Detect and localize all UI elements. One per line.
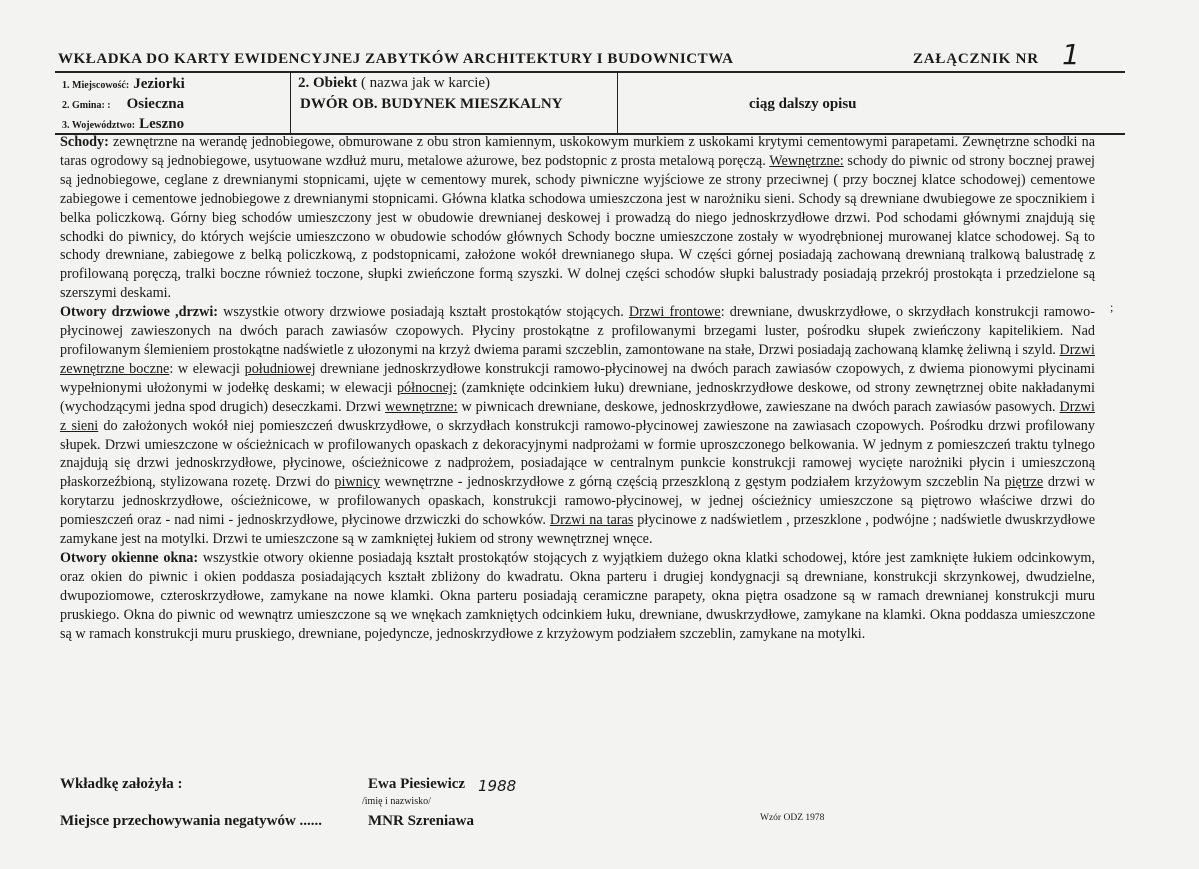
attachment-label: ZAŁĄCZNIK NR bbox=[913, 51, 1039, 67]
attachment-number: 1 bbox=[1062, 38, 1080, 71]
doors-text: wszystkie otwory drzwiowe posiadają kształt prostokątów stojących. bbox=[217, 304, 629, 321]
locality-value: Jeziorki bbox=[133, 76, 185, 92]
author-label: Wkładkę założyła : bbox=[60, 776, 183, 792]
stairs-text: schody do piwnic od strony bocznej prawej są jednobiegowe, ceglane z drewnianymi stopnicami, ujęte w cementowy murek, schody piwniczne wyjściowe ze strony przeciwnej ( przy bocznej klatce schodowej) cementowe zabiegowe i cementowe jednobiegowe z drewnianymi stopnicami. Główna klatka schodowa umieszczona jest w narożniku sieni. Schody są drewniane dwubiegowe ze spocznikiem i belka policzkową. Górny bieg schodów umieszczony jest w obudowie drewnianej deskowej i prowadzą do niego jednoskrzydłowe drzwi. Pod schodami głównymi znajdują się schodki do piwnicy, do których wejście umieszczono w obudowie schodów głównych Schody boczne umieszczone zostały w wyodrębnionej murowanej klatce schodowej. Są to schody drewniane, zabiegowe z belką policzkową, z podstopnicami, założone wokół drewnianego słupa. W części górnej posiadają zachowaną drewnianą tralkową balustradę z profilowaną poręczą, tralki boczne również toczone, słupki zwieńczone formą szyszki. W dolnej części schodów słupki balustrady posiadają przekrój prostokąta i przedzielone są szerszymi deskami. bbox=[60, 152, 1095, 302]
windows-heading: Otwory okienne okna: bbox=[60, 549, 199, 566]
negatives-label: Miejsce przechowywania negatywów ...... bbox=[60, 813, 323, 829]
doors-text: drzwi w korytarzu jednoskrzydłowe, ościeżnicowe, w profilowanych opaskach, konstrukcji ramowo-płycinowej, w jednej ościeżnicy umieszczone są piętrowo właściwe drzwi do pomieszczeń oraz - nad nimi - jednoskrzydłowe, płycinowe drzwiczki do schowków. bbox=[60, 474, 1095, 529]
windows-text: wszystkie otwory okienne posiadają kształt prostokątów stojących z wyjątkiem dużego okna klatki schodowej, które jest zamknięte łukiem odcinkowym, oraz okien do piwnic i okien poddasza posiadających kształt zbliżony do kwadratu. Okna parteru i drugiej kondygnacji są drewniane, konstrukcji skrzynkowej, dwudzielne, dwupoziomowe, czteroskrzydłowe, zamykane na nowe klamki. Okna parteru posiadają ceramiczne parapety, okna piętra osadzone są w ramach drewnianej konstrukcji muru pruskiego. Okna do piwnic od wewnątrz umieszczone są we wnękach zamkniętych odcinkiem łuku, drewniane, dwuskrzydłowe, zamykane na klamki. Okna poddasza umieszczone są w ramach konstrukcji muru pruskiego, drewniane, pojedyncze, jednoskrzydłowe z krzyżowym podziałem szczeblin, zamykane na motylki. bbox=[60, 549, 1096, 642]
doors-underlined: Drzwi zewnętrzne boczne bbox=[60, 341, 1095, 377]
object-label: 2. Obiekt bbox=[298, 75, 358, 91]
description-body bbox=[60, 133, 1095, 643]
header-rule-top bbox=[55, 71, 1125, 73]
doors-heading: Otwory drzwiowe ,drzwi: bbox=[60, 304, 218, 321]
voivodeship-label: 3. Województwo: bbox=[62, 120, 136, 131]
doors-text: : w elewacji bbox=[169, 360, 245, 377]
doors-paragraph bbox=[60, 303, 1095, 549]
object-hint: ( nazwa jak w karcie) bbox=[360, 75, 491, 91]
locality-field bbox=[62, 75, 185, 93]
doors-text: drewniane jednoskrzydłowe konstrukcji ramowo-płycinowej na dwóch parach zawiasów czopowych, z dwiema pionowymi płycinami wypełnionymi ułożonymi w jodełkę deskami; w elewacji bbox=[60, 360, 1096, 396]
windows-paragraph bbox=[60, 549, 1095, 644]
locality-label: 1. Miejscowość: bbox=[62, 80, 130, 91]
commune-label: 2. Gmina: : bbox=[62, 100, 111, 111]
voivodeship-field bbox=[62, 115, 184, 133]
doors-underlined: Drzwi na taras bbox=[549, 512, 634, 529]
doors-underlined: piętrze bbox=[1004, 474, 1044, 491]
commune-value: Osieczna bbox=[126, 96, 185, 112]
doors-text: wewnętrzne - jednoskrzydłowe z górną częścią przeszkloną z gęstym podziałem krzyżowym szczeblin Na bbox=[380, 474, 1005, 491]
document-title: WKŁADKA DO KARTY EWIDENCYJNEJ ZABYTKÓW ARCHITEKTURY I BUDOWNICTWA bbox=[58, 51, 734, 67]
object-value: DWÓR OB. BUDYNEK MIESZKALNY bbox=[300, 96, 563, 112]
stairs-heading: Schody: bbox=[60, 134, 109, 150]
continuation-label: ciąg dalszy opisu bbox=[749, 96, 857, 112]
stairs-text: zewnętrzne na werandę jednobiegowe, obmurowane z obu stron kamiennym, uskokowym murkiem z uskokami krytymi cementowymi parapetami. Zewnętrzne schodki na taras ogrodowy są jednobiegowe, usytuowane wzdłuż muru, metalowe ażurowe, bez podstopnic z prosta metalową poręczą. bbox=[60, 134, 1095, 169]
margin-mark: ; bbox=[1110, 300, 1114, 314]
doors-text: do założonych wokół niej pomieszczeń dwuskrzydłowe, o skrzydłach konstrukcji ramowo-płycinowej zawieszone na zawiasach czopowych. Pośrodku drzwi profilowany słupek. Drzwi umieszczone w ościeżnicach w profilowanych opaskach z dekoracyjnymi nadprożami w formie uproszczonego belkowania. W jednym z pomieszczeń traktu tylnego znajdują się drzwi jednoskrzydłowe, płycinowe, ościeżnicowe z nadprożem, posiadające w centralnym punkcie konstrukcji ramowej wycięte narożniki płycin i umieszczoną płaskorzeźbioną, stylizowana rozetę. Drzwi do bbox=[60, 417, 1095, 491]
doors-underlined: Drzwi z sieni bbox=[60, 398, 1095, 434]
commune-field bbox=[62, 95, 184, 113]
stairs-paragraph bbox=[60, 133, 1095, 303]
stairs-underlined: Wewnętrzne: bbox=[769, 152, 844, 169]
doors-underlined: Drzwi frontowe bbox=[628, 304, 721, 321]
voivodeship-value: Leszno bbox=[139, 116, 185, 132]
doors-text: płycinowe z nadświetlem , przeszklone , podwójne ; nadświetle dwuskrzydłowe zamykane jest na motylki. Drzwi te umieszczone są w zamkniętej łukiem od strony wewnętrznej wnęce. bbox=[60, 512, 1096, 548]
doors-underlined: południowej bbox=[244, 360, 316, 377]
doors-text: (zamknięte odcinkiem łuku) drewniane, jednoskrzydłowe deskowe, od strony zewnętrznej obite nakładanymi (wychodzącymi jedna spod drugich) deseczkami. Drzwi bbox=[60, 379, 1095, 415]
doors-underlined: wewnętrzne: bbox=[385, 398, 458, 415]
table-divider-2 bbox=[617, 72, 618, 133]
negatives-value: MNR Szreniawa bbox=[368, 813, 474, 829]
table-divider-1 bbox=[290, 72, 291, 133]
doors-text: w piwnicach drewniane, deskowe, jednoskrzydłowe, zawieszane na dwóch parach zawiasów pasowych. bbox=[457, 398, 1060, 415]
form-code: Wzór ODZ 1978 bbox=[760, 813, 825, 823]
doors-underlined: piwnicy bbox=[334, 474, 381, 491]
doors-text: : drewniane, dwuskrzydłowe, o skrzydłach konstrukcji ramowo-płycinowej zawieszonych na dwóch parach zawiasów czopowych. Płyciny prostokątne z profilowanymi brzegami luster, pośrodku słupek zwieńczony kapitelikiem. Nad profilowanym ślemieniem prostokątne nadświetle z ułozonymi na krzyż dwiema parami szczeblin, zamontowane na stałe, Drzwi posiadają zachowaną klamkę żeliwną i szyld. bbox=[60, 304, 1095, 358]
author-year-handwritten: 1988 bbox=[478, 777, 517, 795]
author-name: Ewa Piesiewicz bbox=[368, 776, 466, 792]
object-field bbox=[298, 75, 490, 92]
name-hint: /imię i nazwisko/ bbox=[362, 796, 431, 807]
doors-underlined: północnej: bbox=[396, 379, 457, 396]
